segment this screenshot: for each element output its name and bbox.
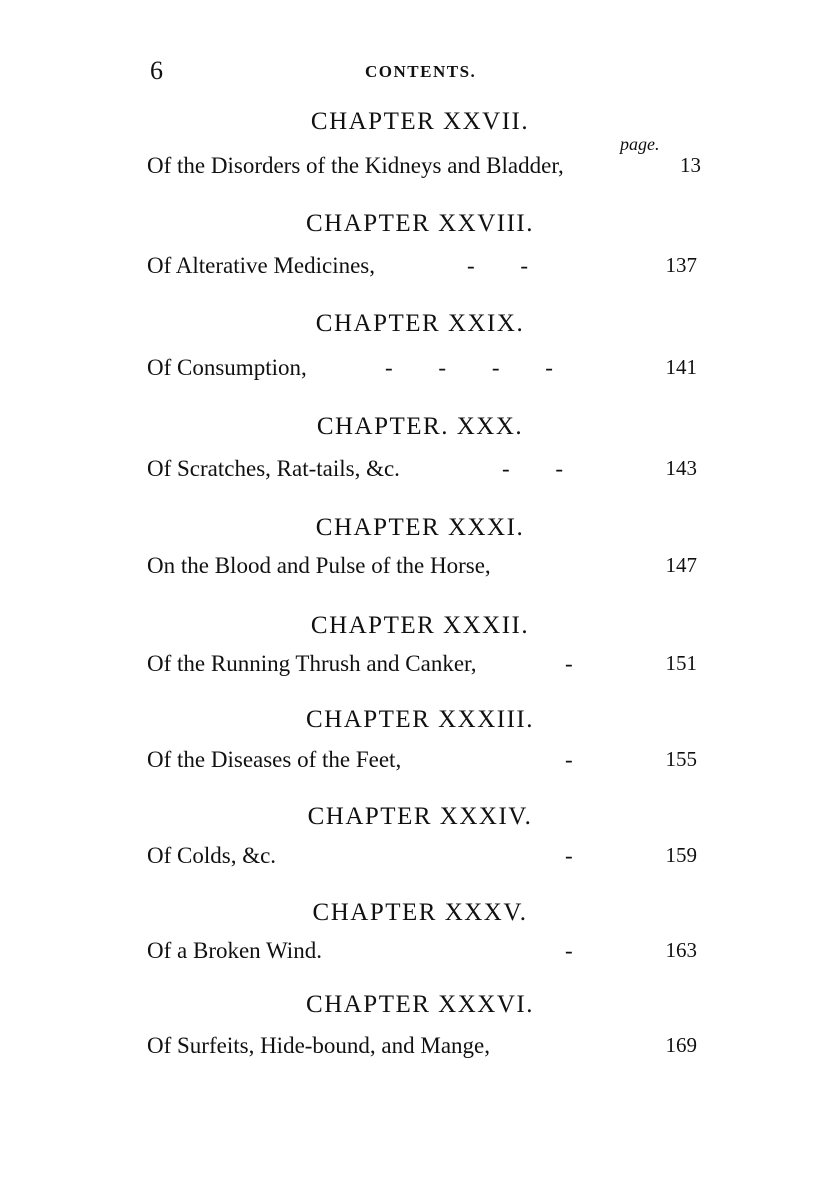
chapter-heading: CHAPTER XXXII.	[310, 612, 530, 639]
entry-title: Of Colds, &c.	[147, 843, 277, 868]
entry-title: Of a Broken Wind.	[147, 938, 322, 963]
toc-entry	[147, 253, 707, 287]
toc-entry	[147, 553, 707, 587]
chapter-heading: CHAPTER XXXI.	[315, 514, 525, 541]
entry-page: 13	[680, 153, 701, 177]
page-column-label: page.	[620, 134, 660, 154]
entry-title: Of Scratches, Rat-tails, &c.	[147, 456, 400, 481]
chapter-heading: CHAPTER XXXIII.	[305, 706, 535, 733]
chapter-heading: CHAPTER XXIX.	[315, 310, 525, 337]
page-number: 6	[150, 56, 163, 85]
entry-title: Of Alterative Medicines,	[147, 253, 376, 278]
toc-entry	[147, 747, 707, 781]
toc-entry	[147, 1033, 707, 1067]
entry-page: 143	[665, 456, 697, 480]
entry-title: Of the Running Thrush and Canker,	[147, 651, 477, 676]
chapter-heading: CHAPTER XXXV.	[312, 899, 528, 926]
entry-page: 137	[665, 253, 697, 277]
entry-title: Of the Disorders of the Kidneys and Bladder,	[147, 153, 564, 178]
entry-page: 141	[665, 355, 697, 379]
entry-title: On the Blood and Pulse of the Horse,	[147, 553, 491, 578]
entry-title: Of Surfeits, Hide-bound, and Mange,	[147, 1033, 491, 1058]
toc-entry	[147, 153, 707, 187]
entry-title: Of Consumption,	[147, 355, 307, 380]
entry-dashes: -	[565, 938, 593, 963]
running-head	[150, 56, 710, 86]
entry-page: 169	[665, 1033, 697, 1057]
toc-entry	[147, 651, 707, 685]
chapter-heading: CHAPTER. XXX.	[316, 413, 524, 440]
toc-entry	[147, 843, 707, 877]
entry-dashes: -	[565, 747, 593, 772]
entry-page: 147	[665, 553, 697, 577]
toc-entry	[147, 355, 707, 389]
chapter-heading: CHAPTER XXVIII.	[305, 210, 535, 237]
entry-page: 151	[665, 651, 697, 675]
entry-page: 159	[665, 843, 697, 867]
toc-entry	[147, 938, 707, 972]
chapter-heading: CHAPTER XXXIV.	[307, 803, 533, 830]
entry-title: Of the Diseases of the Feet,	[147, 747, 402, 772]
toc-entry	[147, 456, 707, 490]
chapter-heading: CHAPTER XXXVI.	[306, 991, 534, 1018]
entry-page: 155	[665, 747, 697, 771]
entry-dashes: - -	[502, 456, 584, 481]
entry-page: 163	[665, 938, 697, 962]
entry-dashes: -	[565, 843, 593, 868]
chapter-heading: CHAPTER XXVII.	[310, 108, 530, 135]
entry-dashes: - -	[467, 253, 549, 278]
entry-dashes: - - - -	[385, 355, 573, 380]
running-title: CONTENTS.	[365, 62, 477, 81]
entry-dashes: -	[565, 651, 593, 676]
